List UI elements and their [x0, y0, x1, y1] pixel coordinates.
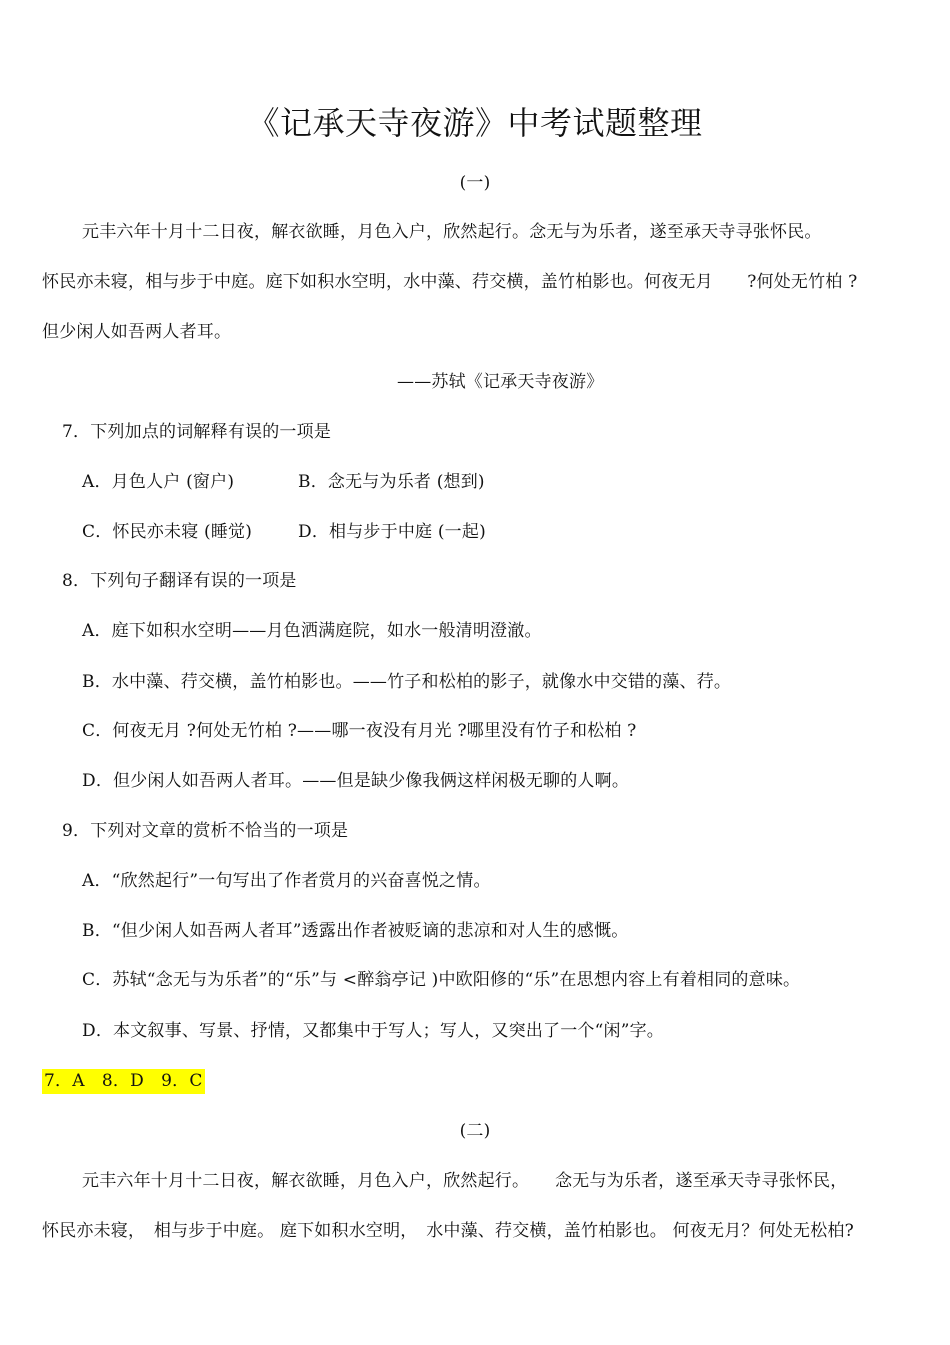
question-option: B．水中藻、荇交横，盖竹柏影也。——竹子和松柏的影子，就像水中交错的藻、荇。: [82, 672, 732, 692]
passage-line: 元丰六年十月十二日夜，解衣欲睡，月色入户，欣然起行。 念无与为乐者，遂至承天寺寻张怀民，: [82, 1171, 848, 1191]
section-heading-2: (二): [459, 1121, 491, 1141]
question-stem: 8．下列句子翻译有误的一项是: [62, 571, 297, 591]
page-title: 《记承天寺夜游》中考试题整理: [247, 104, 703, 142]
question-option: D．相与步于中庭 (一起): [298, 522, 486, 542]
passage-line: 但少闲人如吾两人者耳。: [42, 322, 232, 342]
question-option: A．“欣然起行”一句写出了作者赏月的兴奋喜悦之情。: [82, 871, 491, 891]
passage-source: ——苏轼《记承天寺夜游》: [397, 372, 604, 392]
question-option: B．念无与为乐者 (想到): [298, 472, 485, 492]
question-stem: 7．下列加点的词解释有误的一项是: [62, 422, 332, 442]
passage-line: 怀民亦未寝， 相与步于中庭。 庭下如积水空明， 水中藻、荇交横，盖竹柏影也。 何夜无月？何处无松柏?: [42, 1221, 854, 1241]
question-option: C．何夜无月 ?何处无竹柏 ?——哪一夜没有月光 ?哪里没有竹子和松柏 ?: [82, 721, 637, 741]
question-option: C．苏轼“念无与为乐者”的“乐”与 <醉翁亭记 )中欧阳修的“乐”在思想内容上有着相同的意味。: [82, 970, 801, 990]
passage-line: 元丰六年十月十二日夜，解衣欲睡，月色入户，欣然起行。念无与为乐者，遂至承天寺寻张怀民。: [82, 222, 822, 242]
question-option: C．怀民亦未寝 (睡觉): [82, 522, 253, 542]
answer-key: [42, 1070, 205, 1092]
question-stem: 9．下列对文章的赏析不恰当的一项是: [62, 821, 349, 841]
answer-highlight: 7．A 8．D 9．C: [42, 1069, 205, 1094]
question-option: D．本文叙事、写景、抒情，又都集中于写人；写人，又突出了一个“闲”字。: [82, 1021, 665, 1041]
question-option: A．庭下如积水空明——月色洒满庭院，如水一般清明澄澈。: [82, 621, 542, 641]
question-option: D．但少闲人如吾两人者耳。——但是缺少像我俩这样闲极无聊的人啊。: [82, 771, 630, 791]
question-option: B．“但少闲人如吾两人者耳”透露出作者被贬谪的悲凉和对人生的感慨。: [82, 921, 629, 941]
question-option: A．月色人户 (窗户): [82, 472, 235, 492]
section-heading-1: (一): [459, 173, 491, 193]
passage-line: 怀民亦未寝，相与步于中庭。庭下如积水空明，水中藻、荇交横，盖竹柏影也。何夜无月 ?何处无竹柏 ?: [42, 272, 858, 292]
